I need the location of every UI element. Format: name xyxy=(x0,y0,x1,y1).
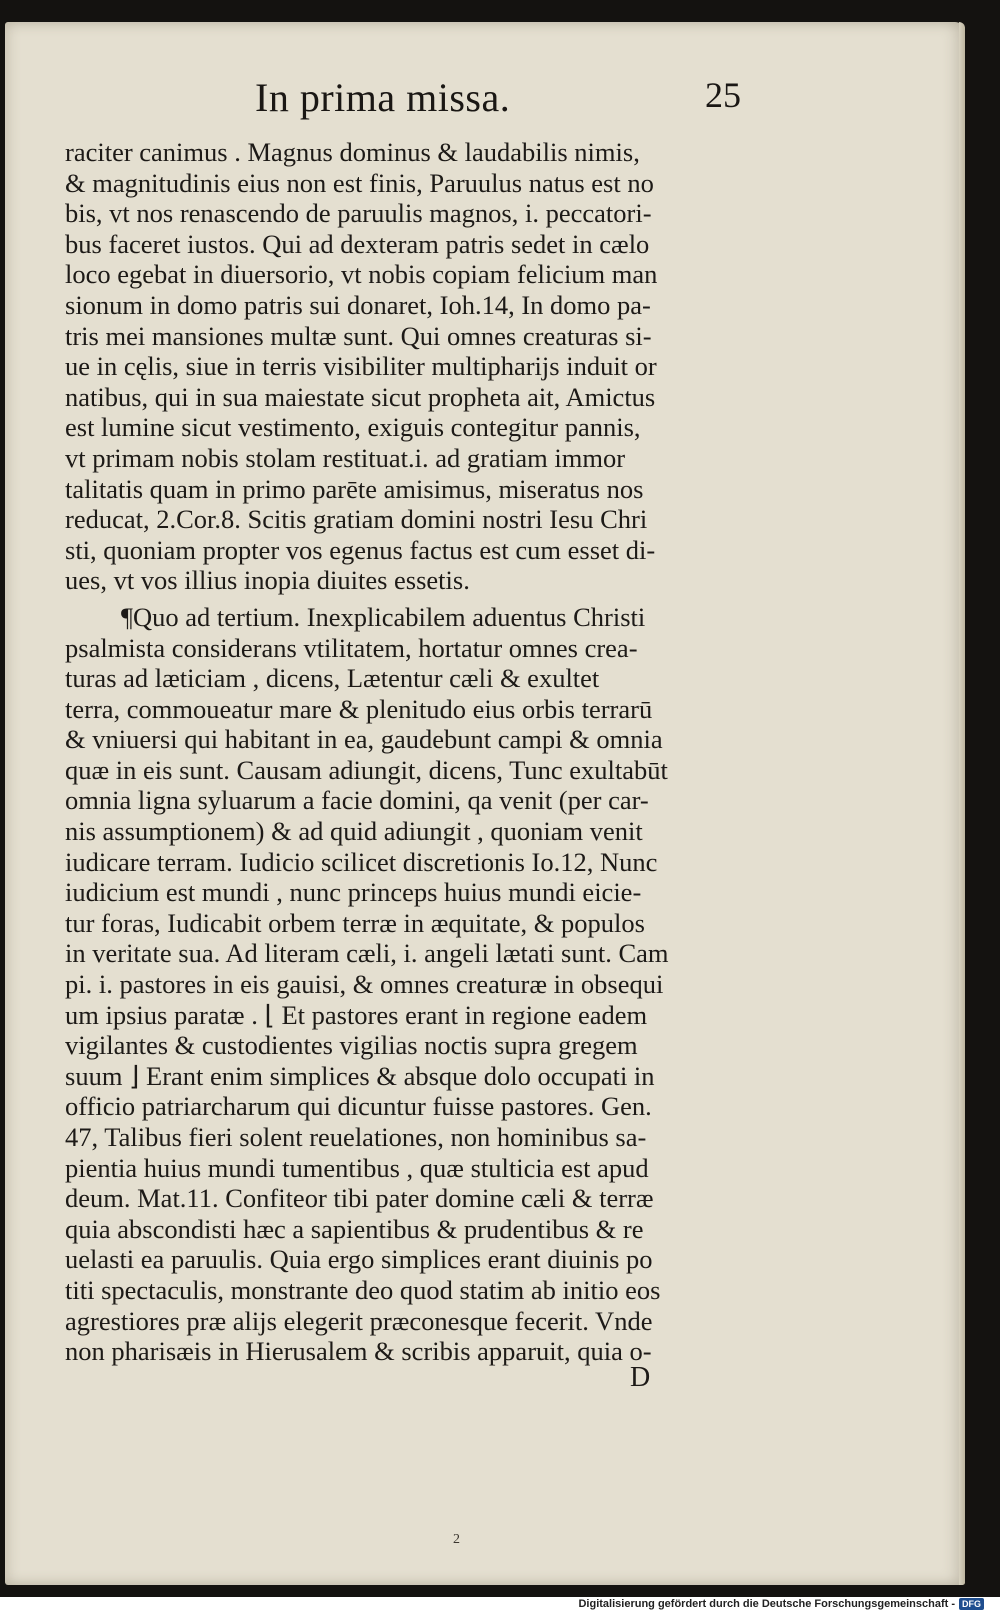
text-line: quia abscondisti hæc a sapientibus & prudentibus & re xyxy=(65,1213,644,1244)
text-line: & vniuersi qui habitant in ea, gaudebunt campi & omnia xyxy=(65,724,663,755)
text-line: turas ad læticiam , dicens, Lætentur cæli & exultet xyxy=(65,663,600,694)
text-line: ¶Quo ad tertium. Inexplicabilem aduentus Christi xyxy=(121,601,646,632)
text-line: bus faceret iustos. Qui ad dexteram patris sedet in cælo xyxy=(65,228,650,259)
text-line: um ipsius paratæ . ⌊ Et pastores erant in regione eadem xyxy=(65,999,648,1030)
catchword: D xyxy=(630,1362,651,1393)
text-line: vigilantes & custodientes vigilias noctis supra gregem xyxy=(65,1030,638,1061)
text-line: est lumine sicut vestimento, exiguis contegitur pannis, xyxy=(65,412,641,443)
footer-credit xyxy=(578,1598,984,1610)
text-line: ue in cęlis, siue in terris visibiliter multipharijs induit or xyxy=(65,351,657,382)
text-line: terra, commoueatur mare & plenitudo eius orbis terrarū xyxy=(65,693,653,724)
footer-credit-text: Digitalisierung gefördert durch die Deutsche Forschungsgemeinschaft - xyxy=(578,1598,955,1610)
text-line: loco egebat in diuersorio, vt nobis copiam felicium man xyxy=(65,259,658,290)
text-line: pi. i. pastores in eis gauisi, & omnes creaturæ in obsequi xyxy=(65,969,664,1000)
text-line: suum ⌋ Erant enim simplices & absque dolo occupati in xyxy=(65,1060,655,1091)
text-line: tris mei mansiones multæ sunt. Qui omnes creaturas si- xyxy=(65,320,652,351)
text-line: talitatis quam in primo parēte amisimus, miseratus nos xyxy=(65,473,644,504)
text-line: & magnitudinis eius non est finis, Paruulus natus est no xyxy=(65,167,654,198)
text-line: raciter canimus . Magnus dominus & laudabilis nimis, xyxy=(65,137,640,167)
text-line: iudicium est mundi , nunc princeps huius mundi eicie- xyxy=(65,877,642,908)
text-line: psalmista considerans vtilitatem, hortatur omnes crea- xyxy=(65,632,638,663)
running-title: In prima missa. xyxy=(255,75,511,120)
text-line: deum. Mat.11. Confiteor tibi pater domine cæli & terræ xyxy=(65,1183,654,1214)
text-line: sionum in domo patris sui donaret, Ioh.14, In domo pa- xyxy=(65,289,651,320)
book-page xyxy=(5,22,965,1585)
folio-number: 25 xyxy=(705,75,741,115)
page-edge xyxy=(959,22,965,1585)
text-line: iudicare terram. Iudicio scilicet discretionis Io.12, Nunc xyxy=(65,846,658,877)
text-line: quæ in eis sunt. Causam adiungit, dicens, Tunc exultabūt xyxy=(65,754,668,785)
signature-mark: 2 xyxy=(453,1532,460,1547)
text-line: uelasti ea paruulis. Quia ergo simplices erant diuinis po xyxy=(65,1244,653,1275)
dfg-logo-icon: DFG xyxy=(959,1598,984,1610)
text-block xyxy=(65,137,755,1367)
text-line: reducat, 2.Cor.8. Scitis gratiam domini nostri Iesu Chri xyxy=(65,504,648,535)
text-line: bis, vt nos renascendo de paruulis magnos, i. peccatori- xyxy=(65,198,652,229)
text-line: titi spectaculis, monstrante deo quod statim ab initio eos xyxy=(65,1274,661,1305)
text-line: sti, quoniam propter vos egenus factus est cum esset di- xyxy=(65,534,656,565)
text-line: non pharisæis in Hierusalem & scribis apparuit, quia o- xyxy=(65,1336,652,1367)
text-line: in veritate sua. Ad literam cæli, i. angeli lætati sunt. Cam xyxy=(65,938,669,969)
text-line: 47, Talibus fieri solent reuelationes, non hominibus sa- xyxy=(65,1122,647,1152)
text-line: nis assumptionem) & ad quid adiungit , quoniam venit xyxy=(65,816,643,847)
text-line: tur foras, Iudicabit orbem terræ in æquitate, & populos xyxy=(65,907,645,938)
text-line: officio patriarcharum qui dicuntur fuisse pastores. Gen. xyxy=(65,1091,652,1122)
text-line: agrestiores præ alijs elegerit præconesque fecerit. Vnde xyxy=(65,1305,653,1336)
text-line: ues, vt vos illius inopia diuites essetis. xyxy=(65,565,470,596)
text-line: natibus, qui in sua maiestate sicut propheta ait, Amictus xyxy=(65,381,656,412)
paragraph-2 xyxy=(65,602,755,1367)
text-line: pientia huius mundi tumentibus , quæ stulticia est apud xyxy=(65,1152,649,1183)
text-line: vt primam nobis stolam restituat.i. ad gratiam immor xyxy=(65,442,626,473)
paragraph-1 xyxy=(65,137,755,596)
text-line: omnia ligna syluarum a facie domini, qa venit (per car- xyxy=(65,785,649,816)
